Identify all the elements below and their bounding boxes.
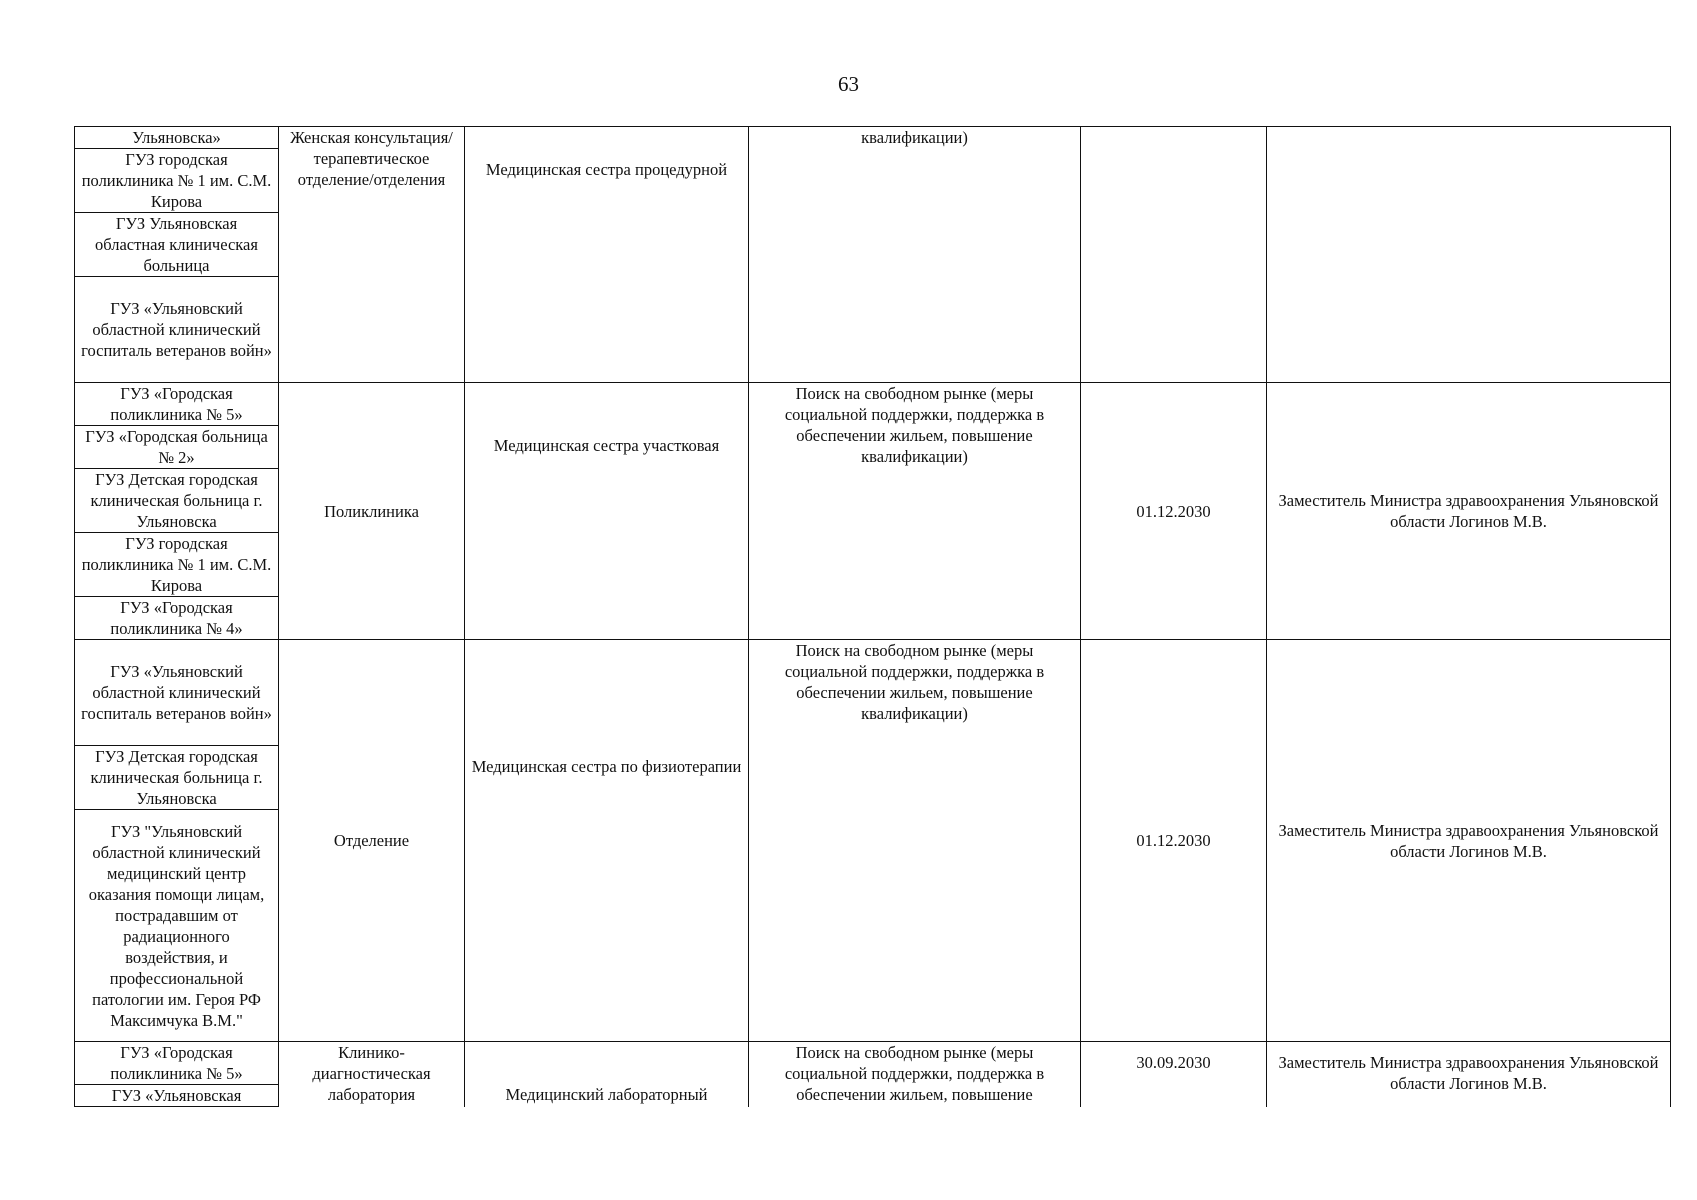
unit-cell: Женская консультация/ терапевтическое отделение/отделения [279, 127, 465, 383]
org-cell: ГУЗ Детская городская клиническая больница г. Ульяновска [75, 746, 279, 810]
org-cell: ГУЗ "Ульяновский областной клинический медицинский центр оказания помощи лицам, пострадавшим от радиационного воздействия, и профессиональной патологии им. Героя РФ Максимчука В.М." [75, 810, 279, 1042]
responsible-cell: Заместитель Министра здравоохранения Ульяновской области Логинов М.В. [1267, 1042, 1671, 1107]
unit-cell: Отделение [279, 640, 465, 1042]
page-number: 63 [838, 72, 859, 96]
org-cell: ГУЗ «Городская поликлиника № 5» [75, 383, 279, 426]
org-cell: ГУЗ городская поликлиника № 1 им. С.М. Кирова [75, 533, 279, 597]
responsible-cell: Заместитель Министра здравоохранения Ульяновской области Логинов М.В. [1267, 383, 1671, 640]
deadline-cell [1081, 127, 1267, 383]
org-cell: ГУЗ городская поликлиника № 1 им. С.М. Кирова [75, 149, 279, 213]
unit-cell: Поликлиника [279, 383, 465, 640]
org-cell: ГУЗ Детская городская клиническая больница г. Ульяновска [75, 469, 279, 533]
measures-cell: Поиск на свободном рынке (меры социальной поддержки, поддержка в обеспечении жильем, повышение квалификации) [749, 383, 1081, 640]
responsible-cell: Заместитель Министра здравоохранения Ульяновской области Логинов М.В. [1267, 640, 1671, 1042]
table-row [75, 640, 1671, 746]
position-cell: Медицинский лабораторный [465, 1042, 749, 1107]
org-cell: ГУЗ «Ульяновская [75, 1085, 279, 1107]
measures-cell: Поиск на свободном рынке (меры социальной поддержки, поддержка в обеспечении жильем, повышение [749, 1042, 1081, 1107]
org-cell: Ульяновска» [75, 127, 279, 149]
position-cell: Медицинская сестра процедурной [465, 127, 749, 383]
table-row [75, 1042, 1671, 1085]
deadline-cell: 01.12.2030 [1081, 383, 1267, 640]
staffing-plan-table [74, 126, 1671, 1107]
responsible-cell [1267, 127, 1671, 383]
deadline-cell: 01.12.2030 [1081, 640, 1267, 1042]
org-cell: ГУЗ «Городская поликлиника № 5» [75, 1042, 279, 1085]
table-row [75, 127, 1671, 149]
org-cell: ГУЗ «Ульяновский областной клинический госпиталь ветеранов войн» [75, 640, 279, 746]
position-cell: Медицинская сестра по физиотерапии [465, 640, 749, 1042]
measures-cell: Поиск на свободном рынке (меры социальной поддержки, поддержка в обеспечении жильем, повышение квалификации) [749, 640, 1081, 1042]
position-cell: Медицинская сестра участковая [465, 383, 749, 640]
org-cell: ГУЗ «Ульяновский областной клинический госпиталь ветеранов войн» [75, 277, 279, 383]
unit-cell: Клинико-диагностическая лаборатория [279, 1042, 465, 1107]
table-row [75, 383, 1671, 426]
org-cell: ГУЗ Ульяновская областная клиническая больница [75, 213, 279, 277]
deadline-cell: 30.09.2030 [1081, 1042, 1267, 1107]
measures-cell: квалификации) [749, 127, 1081, 383]
org-cell: ГУЗ «Городская поликлиника № 4» [75, 597, 279, 640]
org-cell: ГУЗ «Городская больница № 2» [75, 426, 279, 469]
